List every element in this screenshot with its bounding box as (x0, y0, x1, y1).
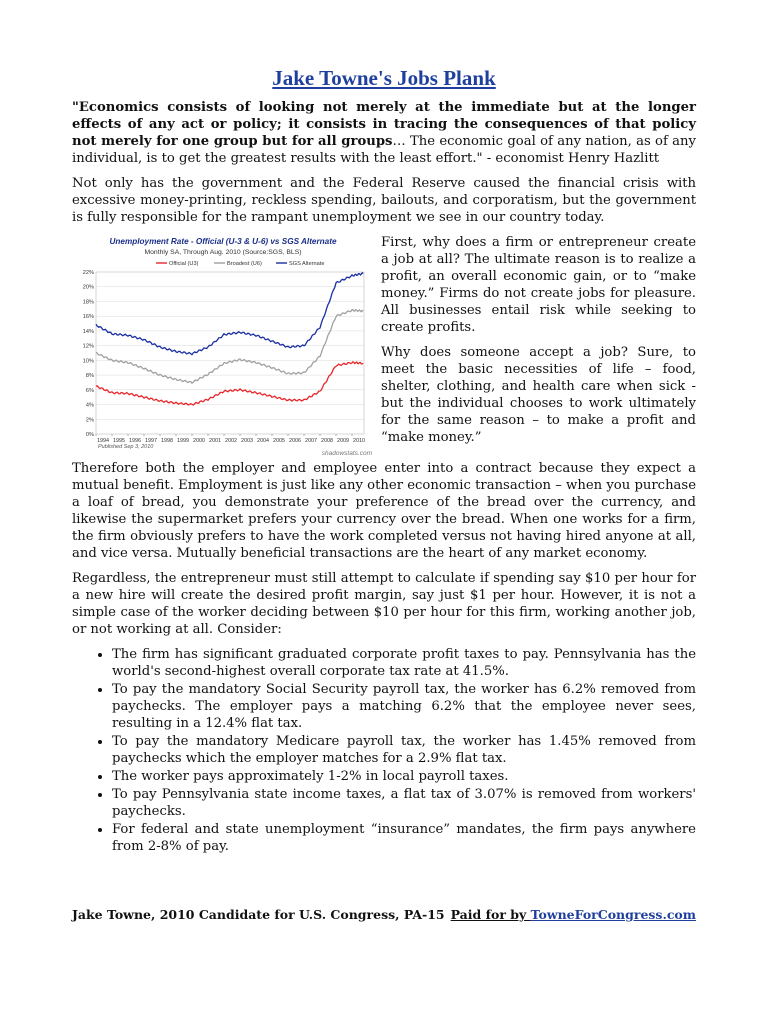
contract-paragraph: Therefore both the employer and employee enter into a contract because they expect a mutual benefit. Employment is just like any other economic transaction – when you purchase a loaf of bread, you demonstrate your preference of the bread over the currency, and likewise the supermarket prefers your currency over the bread. When one works for a firm, the firm obviously prefers to have the work completed versus not having hired anyone at all, and vice versa. Mutually beneficial transactions are the heart of any market economy. (72, 461, 696, 561)
chart-x-tick-label: 2008 (321, 438, 333, 444)
chart-y-tick-label: 14% (82, 328, 94, 335)
page-title: Jake Towne's Jobs Plank (272, 66, 496, 90)
chart-x-tick-label: 2002 (225, 438, 237, 444)
chart-y-tick-label: 10% (82, 358, 94, 365)
chart-title: Unemployment Rate - Official (U-3 & U-6) vs SGS Alternate (109, 237, 337, 246)
chart-legend-label: SGS Alternate (289, 261, 325, 267)
chart-y-tick-label: 0% (85, 432, 94, 438)
chart-x-tick-label: 1998 (161, 438, 173, 444)
chart-published-note: Published Sep 3, 2010 (98, 444, 154, 450)
campaign-website-link[interactable]: TowneForCongress.com (530, 907, 696, 922)
chart-y-tick-label: 4% (85, 402, 94, 409)
regardless-paragraph: Regardless, the entrepreneur must still attempt to calculate if spending say $10 per hour for a new hire will create the desired profit margin, say just $1 per hour. However, it is not a simple case of the worker deciding between $10 per hour for this firm, working another job, or not working at all. Consider: (72, 571, 696, 637)
chart-legend-label: Official (U3) (169, 261, 199, 267)
chart-y-tick-label: 18% (82, 299, 94, 306)
hazlitt-quote (72, 99, 696, 167)
footer-paid-for (451, 907, 696, 922)
chart-y-tick-label: 22% (82, 270, 94, 276)
list-item: • To pay the mandatory Social Security payroll tax, the worker has 6.2% removed from paychecks. The employer pays a matching 6.2% that the employee never sees, resulting in a 12.4% flat tax. (112, 681, 696, 732)
list-item: • To pay the mandatory Medicare payroll tax, the worker has 1.45% removed from paychecks which the employer matches for a 2.9% flat tax. (112, 733, 696, 767)
tax-bullet-list (72, 646, 696, 855)
chart-y-tick-label: 2% (85, 417, 94, 424)
chart-x-tick-label: 2000 (193, 438, 205, 444)
chart-legend-label: Broadest (U6) (227, 261, 262, 267)
chart-y-tick-label: 12% (82, 343, 94, 350)
chart-x-tick-label: 1994 (97, 438, 109, 444)
list-item: • The worker pays approximately 1-2% in local payroll taxes. (112, 768, 696, 785)
footer-candidate: Jake Towne, 2010 Candidate for U.S. Congress, PA-15 (72, 907, 445, 922)
chart-x-tick-label: 1999 (177, 438, 189, 444)
chart-x-tick-label: 2001 (209, 438, 221, 444)
chart-x-tick-label: 2005 (273, 438, 285, 444)
chart-x-tick-label: 2003 (241, 438, 253, 444)
chart-watermark: shadowstats.com (321, 450, 372, 457)
chart-y-tick-label: 6% (85, 387, 94, 394)
chart-y-tick-label: 8% (85, 373, 94, 380)
footer-paid-prefix: Paid for by (450, 907, 531, 922)
chart-x-tick-label: 2004 (257, 438, 269, 444)
intro-paragraph: Not only has the government and the Federal Reserve caused the financial crisis with excessive money-printing, reckless spending, bailouts, and corporatism, but the government is fully responsible for the rampant unemployment we see in our country today. (72, 176, 696, 225)
chart-x-tick-label: 2009 (337, 438, 349, 444)
list-item: • For federal and state unemployment “insurance” mandates, the firm pays anywhere from 2-8% of pay. (112, 821, 696, 855)
quote-bold-text: "Economics consists of looking not merely at the immediate but at the longer effects of any act or policy; it consists in tracing the consequences of that policy not merely for one group but for all groups (72, 100, 696, 149)
chart-background (72, 234, 374, 458)
chart-subtitle: Monthly SA, Through Aug. 2010 (Source:SGS, BLS) (144, 249, 302, 256)
chart-x-tick-label: 1995 (113, 438, 125, 444)
chart-x-tick-label: 2006 (289, 438, 301, 444)
chart-x-tick-label: 1997 (145, 438, 157, 444)
chart-y-tick-label: 16% (82, 314, 94, 321)
list-item: • The firm has significant graduated corporate profit taxes to pay. Pennsylvania has the world's second-highest overall corporate tax rate at 41.5%. (112, 646, 696, 680)
quote-rest-text: … The economic goal of any nation, as of any individual, is to get the greatest results with the least effort." - economist Henry Hazlitt (72, 134, 696, 166)
chart-legend (156, 261, 324, 267)
list-item: • To pay Pennsylvania state income taxes, a flat tax of 3.07% is removed from workers' paychecks. (112, 786, 696, 820)
unemployment-chart (72, 234, 374, 458)
chart-x-tick-label: 2007 (305, 438, 317, 444)
document-page (72, 66, 696, 856)
chart-y-tick-label: 20% (82, 284, 94, 291)
accept-job-paragraph: Why does someone accept a job? Sure, to meet the basic necessities of life – food, shelter, clothing, and health care when sick - but the individual chooses to work ultimately for the same reason – to make a profit and “make money.” (381, 345, 696, 445)
firm-paragraph: First, why does a firm or entrepreneur create a job at all? The ultimate reason is to realize a profit, an overall economic gain, or to “make money.” Firms do not create jobs for pleasure. All businesses entail risk while seeking to create profits. (381, 235, 696, 335)
chart-x-tick-label: 2010 (353, 438, 365, 444)
chart-x-tick-label: 1996 (129, 438, 141, 444)
